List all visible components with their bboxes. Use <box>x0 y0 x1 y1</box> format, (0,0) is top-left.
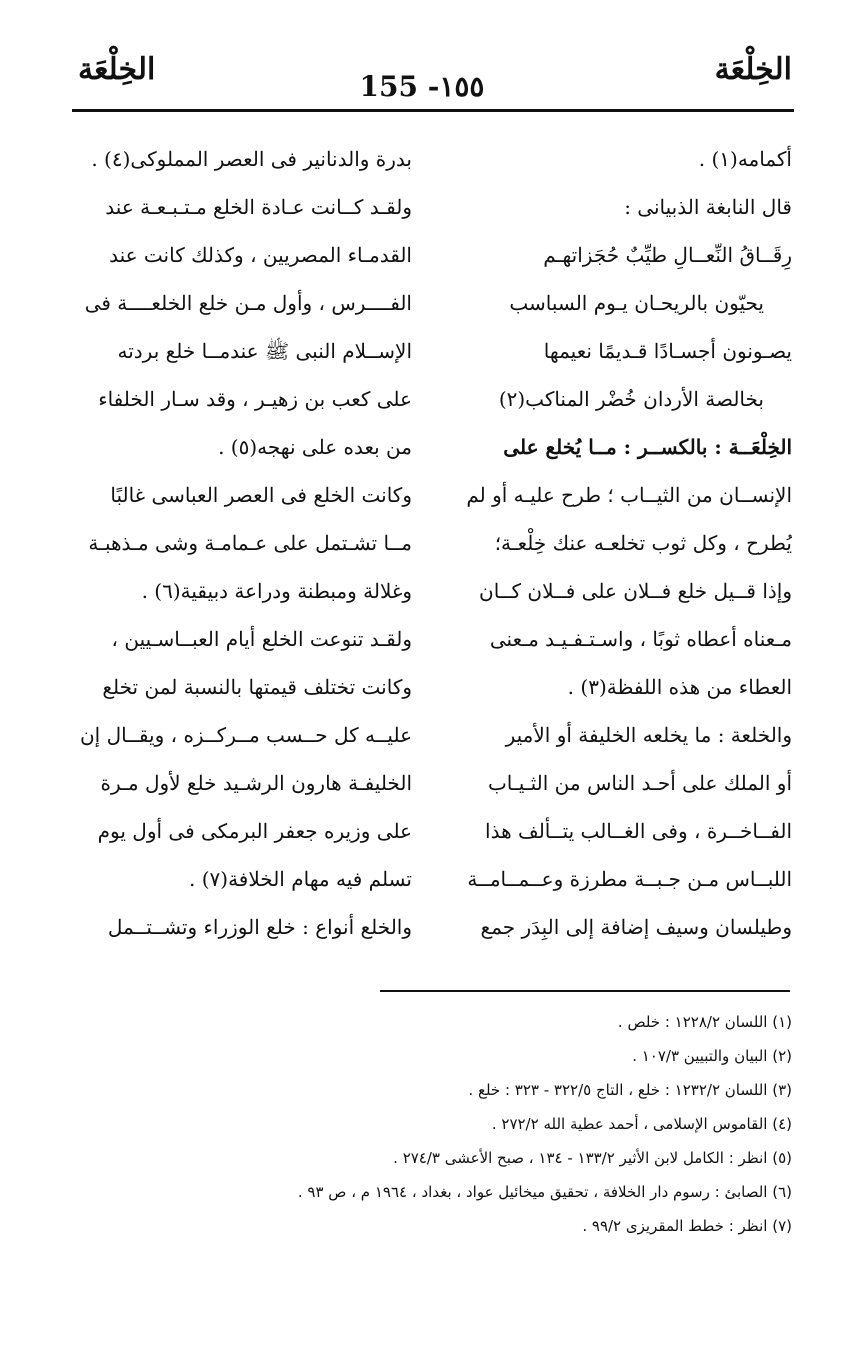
footnote: (١) اللسان ١٢٢٨/٢ : خلص . <box>617 1013 792 1031</box>
footnote: (٢) البيان والتبيين ١٠٧/٣ . <box>632 1047 792 1065</box>
text-line: والخلعة : ما يخلعه الخليفة أو الأمير <box>505 723 792 747</box>
footnote: (٧) انظر : خطط المقريزى ٩٩/٢ . <box>582 1217 792 1235</box>
verse-line: يصـونون أجسـادًا قـديمًا نعيمها <box>543 339 792 363</box>
text-line: الخليفـة هارون الرشـيد خلع لأول مـرة <box>100 771 412 795</box>
text-line: العطاء من هذه اللفظة(٣) . <box>567 675 792 699</box>
text-line: بدرة والدنانير فى العصر المملوكى(٤) . <box>91 147 412 171</box>
footnotes <box>32 1005 792 1243</box>
text-line: على وزيره جعفر البرمكى فى أول يوم <box>97 819 412 843</box>
text-line: من بعده على نهجه(٥) . <box>218 435 412 459</box>
left-column <box>60 135 412 951</box>
footnote-separator <box>380 990 790 992</box>
right-column <box>434 135 792 951</box>
verse-line: رِقَــاقُ النِّعــالِ طيِّبٌ حُجَزاتهـم <box>543 243 792 267</box>
running-title-right: الخِلْعَة <box>714 52 792 87</box>
text-line: الفــاخــرة ، وفى الغــالب يتــألف هذا <box>485 819 792 843</box>
text-line: ولقـد تنوعت الخلع أيام العبــاسـيين ، <box>111 627 412 651</box>
text-line: مــا تشـتمل على عـمامـة وشى مـذهبـة <box>88 531 412 555</box>
text-line: الفــــرس ، وأول مـن خلع الخلعــــة فى <box>84 291 412 315</box>
text-line: يُطرح ، وكل ثوب تخلعـه عنك خِلْعـة؛ <box>494 531 792 555</box>
footnote: (٥) انظر : الكامل لابن الأثير ١٣٣/٢ - ١٣٤ ، صبح الأعشى ٢٧٤/٣ . <box>393 1149 792 1167</box>
text-line: القدمـاء المصريين ، وكذلك كانت عند <box>109 243 412 267</box>
footnote: (٦) الصابئ : رسوم دار الخلافة ، تحقيق ميخائيل عواد ، بغداد ، ١٩٦٤ م ، ص ٩٣ . <box>297 1183 792 1201</box>
text-line: أو الملك على أحـد الناس من الثـيـاب <box>487 771 792 795</box>
text-line: على كعب بن زهيـر ، وقد سـار الخلفاء <box>98 387 412 411</box>
text-line: والخلع أنواع : خلع الوزراء وتشــتــمل <box>107 915 412 939</box>
text-line: وإذا قــيل خلع فــلان على فــلان كــان <box>479 579 792 603</box>
footnote: (٣) اللسان ١٢٣٢/٢ : خلع ، التاج ٣٢٢/٥ - ٣٢٣ : خلع . <box>468 1081 792 1099</box>
text-line: قال النابغة الذبيانى : <box>624 195 792 219</box>
text-line: أكمامه(١) . <box>698 147 792 171</box>
text-line: الإنســان من الثيــاب ؛ طرح عليـه أو لم <box>466 483 792 507</box>
text-line: مـعناه أعطاه ثوبًا ، واسـتـفـيـد مـعنى <box>489 627 792 651</box>
text-line: تسلم فيه مهام الخلافة(٧) . <box>189 867 412 891</box>
running-title-left: الخِلْعَة <box>78 52 156 87</box>
header-rule <box>72 109 794 112</box>
verse-line: بخالصة الأردان خُضْر المناكب(٢) <box>498 387 764 411</box>
text-line: الإســلام النبى ﷺ عندمــا خلع بردته <box>117 339 412 363</box>
page-number: 155 -١٥٥ <box>359 70 485 103</box>
text-line: وكانت الخلع فى العصر العباسى غالبًا <box>110 483 412 507</box>
text-line: وكانت تختلف قيمتها بالنسبة لمن تخلع <box>102 675 412 699</box>
text-line: ولقـد كــانت عـادة الخلع مـتـبـعـة عند <box>105 195 412 219</box>
footnote: (٤) القاموس الإسلامى ، أحمد عطية الله ٢٧٢/٢ . <box>491 1115 792 1133</box>
entry-headword-line: الخِلْعَــة : بالكســر : مــا يُخلع على <box>503 435 792 459</box>
text-line: عليــه كل حــسب مــركــزه ، ويقــال إن <box>79 723 412 747</box>
text-line: وغلالة ومبطنة ودراعة دبيقية(٦) . <box>141 579 412 603</box>
verse-line: يحيّون بالريحـان يـوم السباسب <box>509 291 764 315</box>
text-line: اللبــاس مـن جـبــة مطرزة وعــمــامــة <box>467 867 792 891</box>
text-line: وطيلسان وسيف إضافة إلى البِدَر جمع <box>480 915 792 939</box>
